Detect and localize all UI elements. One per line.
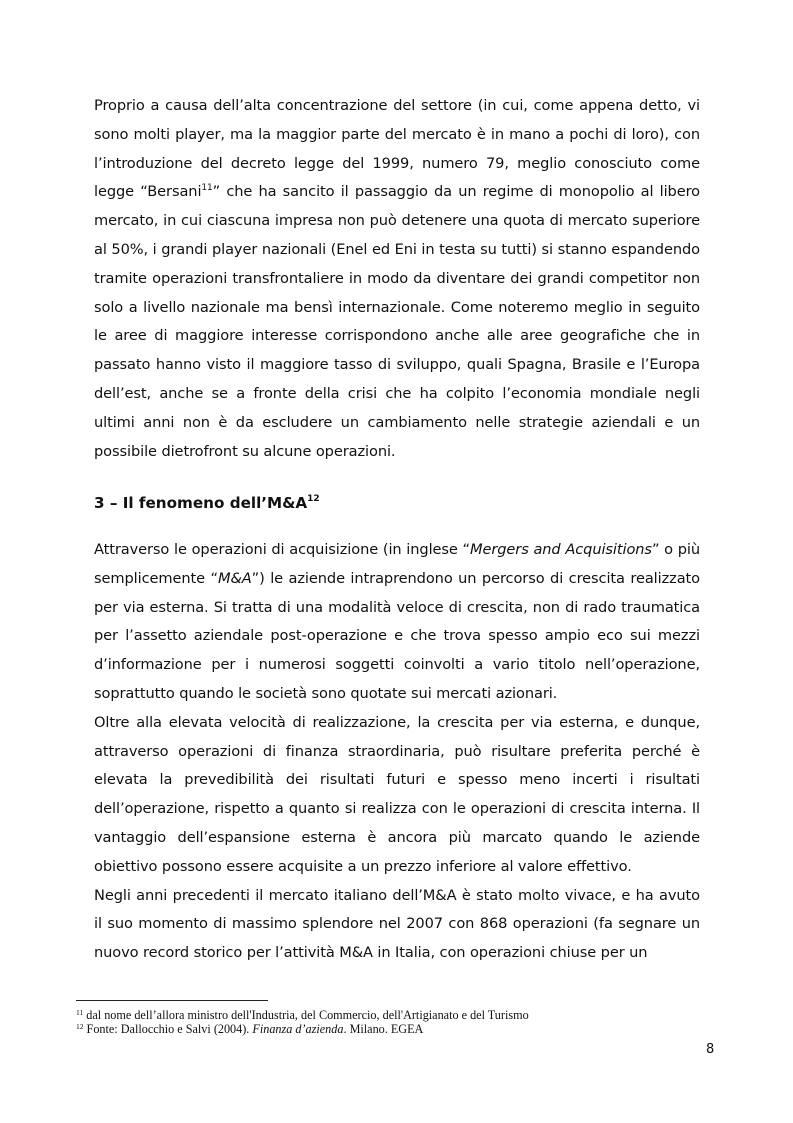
italic-term: Mergers and Acquisitions: [469, 541, 652, 558]
footnotes: [76, 1008, 696, 1036]
footnote-11: [76, 1008, 696, 1022]
paragraph-intro: [94, 92, 700, 466]
footnote-book-title: Finanza d’azienda: [252, 1022, 344, 1037]
footnote-text: Fonte: Dallocchio e Salvi (2004).: [83, 1022, 253, 1037]
paragraph-text: Attraverso le operazioni di acquisizione (in inglese “: [94, 541, 470, 558]
section-heading: [94, 494, 320, 512]
page-number: 8: [706, 1042, 715, 1057]
section-body: [94, 536, 700, 968]
footnote-separator: [76, 1000, 268, 1001]
heading-text: 3 – Il fenomeno dell’M&A: [94, 494, 308, 512]
footnote-ref-12[interactable]: 12: [307, 494, 320, 504]
paragraph-text: ” o più semplicemente “: [94, 541, 700, 587]
paragraph-ma-definition: [94, 536, 700, 709]
paragraph-external-growth: Oltre alla elevata velocità di realizzazione, la crescita per via esterna, e dunque, attraverso operazioni di finanza straordinaria, può risultare preferita perché è elevata la prevedibilità dei risultati futuri e spesso meno incerti i risultati dell’operazione, rispetto a quanto si realizza con le operazioni di crescita interna. Il vantaggio dell’espansione esterna è ancora più marcato quando le aziende obiettivo possono essere acquisite a un prezzo inferiore al valore effettivo.: [94, 713, 700, 875]
paragraph-text: Proprio a causa dell’alta concentrazione del settore (in cui, come appena detto, vi sono molti player, ma la maggior parte del mercato è in mano a pochi di loro), con l’introduzione del decreto legge del 1999, numero 79, meglio conosciuto come legge “Bersani: [94, 97, 700, 201]
footnote-text: dal nome dell’allora ministro dell'Industria, del Commercio, dell'Artigianato e del Turismo: [83, 1008, 529, 1022]
footnote-number: 12: [76, 1022, 84, 1032]
paragraph-text: ” che ha sancito il passaggio da un regime di monopolio al libero mercato, in cui ciascuna impresa non può detenere una quota di mercato superiore al 50%, i grandi player nazionali (Enel ed Eni in testa su tutti) si stanno espandendo tramite operazioni transfrontaliere in modo da diventare dei grandi competitor non solo a livello nazionale ma bensì internazionale. Come noteremo meglio in seguito le aree di maggiore interesse corrispondono anche alle aree geografiche che in passato hanno visto il maggiore tasso di sviluppo, quali Spagna, Brasile e l’Europa dell’est, anche se a fronte della crisi che ha colpito l’economia mondiale negli ultimi anni non è da escludere un cambiamento nelle strategie aziendali e un possibile dietrofront su alcune operazioni.: [94, 183, 700, 460]
italic-term: M&A: [217, 569, 252, 587]
paragraph-italian-market: Negli anni precedenti il mercato italiano dell’M&A è stato molto vivace, e ha avuto il suo momento di massimo splendore nel 2007 con 868 operazioni (fa segnare un nuovo record storico per l’attività M&A in Italia, con operazioni chiuse per un: [94, 886, 700, 962]
footnote-ref-11[interactable]: 11: [201, 183, 213, 194]
paragraph-text: ”) le aziende intraprendono un percorso di crescita realizzato per via esterna. Si tratta di una modalità veloce di crescita, non di rado traumatica per l’assetto aziendale post-operazione e che trova spesso ampio eco sui mezzi d’informazione per i numerosi soggetti coinvolti a vario titolo nell’operazione, soprattutto quando le società sono quotate sui mercati azionari.: [94, 569, 700, 702]
footnote-12: [76, 1022, 696, 1036]
footnote-number: 11: [76, 1008, 84, 1017]
footnote-text: . Milano. EGEA: [343, 1022, 424, 1037]
